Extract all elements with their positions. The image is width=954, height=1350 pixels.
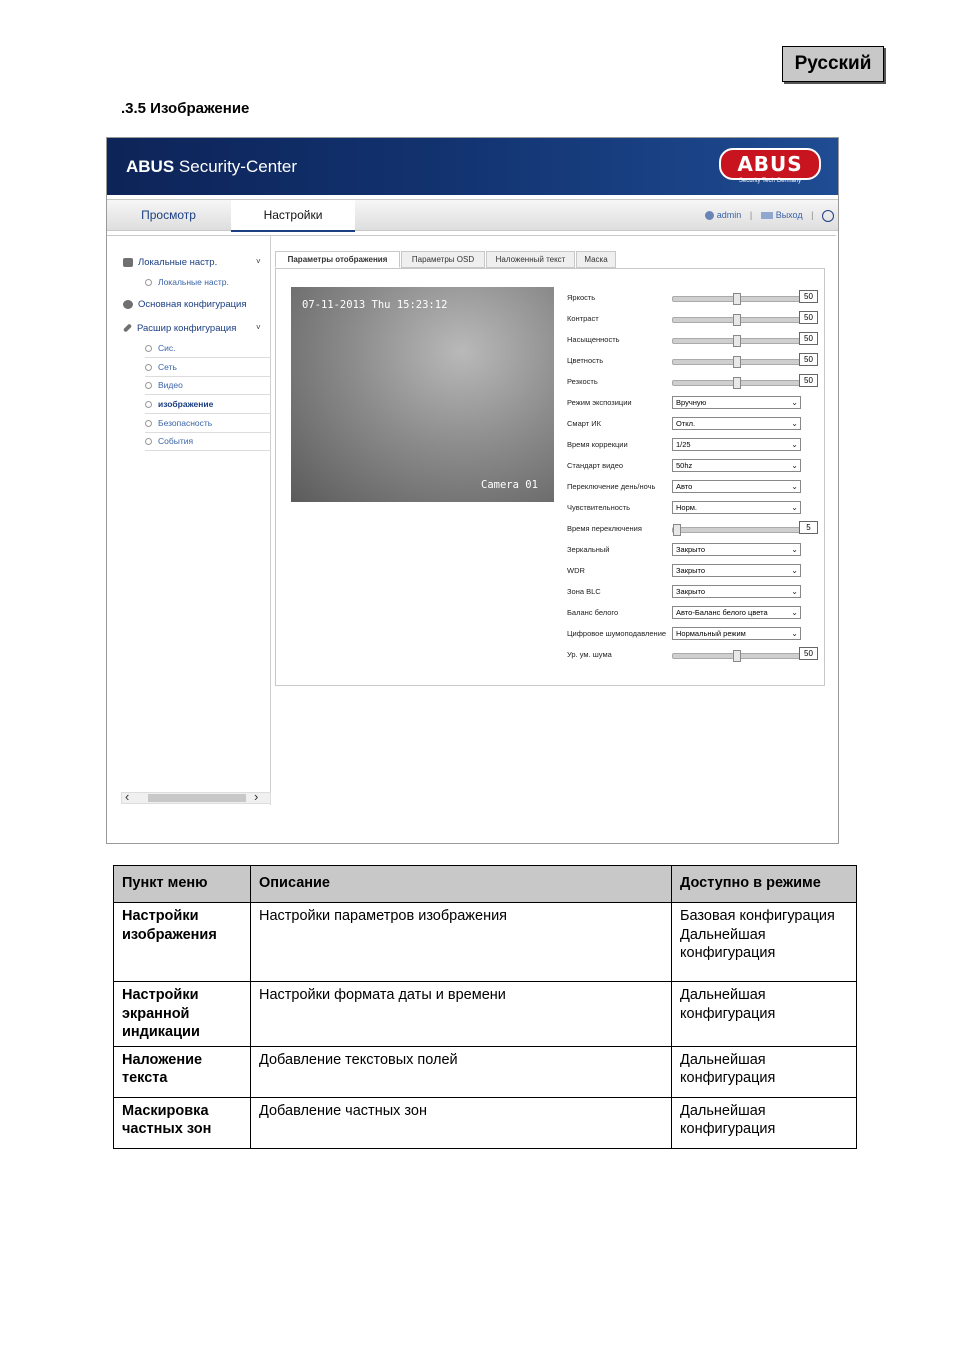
chevron-down-icon: ⌄	[791, 629, 798, 638]
setting-row	[567, 645, 822, 665]
setting-row	[567, 393, 822, 413]
setting-slider[interactable]	[672, 317, 800, 323]
setting-select[interactable]	[672, 396, 801, 409]
setting-select[interactable]	[672, 585, 801, 598]
setting-label: Резкость	[567, 377, 598, 386]
section-title: .3.5 Изображение	[121, 100, 250, 117]
tab-osd-params[interactable]: Параметры OSD	[401, 251, 485, 268]
table-row	[114, 982, 857, 1047]
scrollbar-thumb[interactable]	[148, 794, 246, 802]
setting-row	[567, 456, 822, 476]
slider-handle[interactable]	[733, 314, 741, 326]
slider-handle[interactable]	[733, 293, 741, 305]
setting-row	[567, 603, 822, 623]
wrench-icon	[123, 324, 132, 333]
chevron-down-icon: ⌄	[791, 545, 798, 554]
main-navbar	[107, 199, 838, 231]
menu-table	[113, 865, 857, 1149]
bullet-icon	[145, 364, 152, 371]
select-value: 50hz	[676, 461, 693, 470]
bullet-icon	[145, 401, 152, 408]
tab-display-params[interactable]: Параметры отображения	[275, 251, 400, 268]
abus-logo: ABUS	[719, 148, 821, 180]
table-cell-description: Добавление текстовых полей	[251, 1046, 672, 1097]
bullet-icon	[145, 279, 152, 286]
setting-select[interactable]	[672, 459, 801, 472]
select-value: Нормальный режим	[676, 629, 746, 638]
setting-label: Ур. ум. шума	[567, 650, 612, 659]
sidebar-item-video[interactable]: Видео	[145, 377, 270, 395]
setting-label: Зона BLC	[567, 587, 601, 596]
screenshot-frame	[106, 137, 839, 844]
setting-label: Баланс белого	[567, 608, 619, 617]
table-cell-mode: Базовая конфигурация Дальнейшая конфигурация	[672, 903, 857, 982]
slider-handle[interactable]	[733, 650, 741, 662]
table-header-item: Пункт меню	[114, 866, 251, 903]
setting-value-input[interactable]: 50	[799, 332, 818, 345]
table-cell-mode: Дальнейшая конфигурация	[672, 1046, 857, 1097]
scroll-right-icon[interactable]: ›	[254, 789, 259, 804]
select-value: Закрыто	[676, 587, 706, 596]
setting-select[interactable]	[672, 501, 801, 514]
sidebar-item-local[interactable]: Локальные настр.	[145, 274, 270, 291]
slider-handle[interactable]	[733, 377, 741, 389]
monitor-icon	[123, 258, 133, 267]
sidebar-basic-config[interactable]: Основная конфигурация	[123, 299, 247, 310]
setting-select[interactable]	[672, 627, 801, 640]
chevron-down-icon: ⌄	[791, 419, 798, 428]
table-row	[114, 903, 857, 982]
setting-row	[567, 372, 822, 392]
setting-value-input[interactable]: 50	[799, 647, 818, 660]
setting-row	[567, 414, 822, 434]
setting-label: Яркость	[567, 293, 596, 302]
sidebar-item-security[interactable]: Безопасность	[145, 415, 270, 433]
setting-row	[567, 330, 822, 350]
language-label: Русский	[782, 46, 884, 82]
chevron-down-icon: ⌄	[791, 482, 798, 491]
select-value: Закрыто	[676, 545, 706, 554]
tab-settings[interactable]: Настройки	[231, 200, 355, 232]
select-value: Авто	[676, 482, 693, 491]
chevron-down-icon: ⌄	[791, 461, 798, 470]
globe-icon[interactable]	[822, 210, 834, 222]
gear-icon	[123, 300, 133, 309]
setting-row	[567, 351, 822, 371]
setting-label: Время коррекции	[567, 440, 628, 449]
app-title: ABUS Security-Center	[126, 157, 297, 176]
slider-handle[interactable]	[673, 524, 681, 536]
select-value: Вручную	[676, 398, 707, 407]
setting-row	[567, 435, 822, 455]
setting-label: Чувствительность	[567, 503, 630, 512]
table-cell-mode: Дальнейшая конфигурация	[672, 1097, 857, 1148]
user-icon	[705, 211, 714, 220]
bullet-icon	[145, 345, 152, 352]
setting-row	[567, 540, 822, 560]
setting-value-input[interactable]: 50	[799, 374, 818, 387]
setting-slider[interactable]	[672, 296, 800, 302]
setting-slider[interactable]	[672, 338, 800, 344]
bullet-icon	[145, 382, 152, 389]
settings-panel	[275, 268, 825, 686]
osd-camera-name: Camera 01	[481, 479, 538, 491]
chevron-down-icon: ⌄	[791, 566, 798, 575]
setting-select[interactable]	[672, 606, 801, 619]
sidebar-item-network[interactable]: Сеть	[145, 359, 270, 377]
select-value: Норм.	[676, 503, 697, 512]
table-cell-description: Настройки параметров изображения	[251, 903, 672, 982]
setting-row	[567, 582, 822, 602]
chevron-down-icon: ⌄	[791, 608, 798, 617]
setting-label: Переключение день/ночь	[567, 482, 656, 491]
setting-label: Смарт ИК	[567, 419, 602, 428]
table-cell-item: Наложение текста	[114, 1046, 251, 1097]
table-cell-description: Настройки формата даты и времени	[251, 982, 672, 1047]
setting-select[interactable]	[672, 564, 801, 577]
setting-label: Зеркальный	[567, 545, 610, 554]
setting-label: Время переключения	[567, 524, 642, 533]
content-area	[107, 235, 836, 842]
select-value: Откл.	[676, 419, 696, 428]
setting-label: WDR	[567, 566, 585, 575]
chevron-down-icon: ⌄	[791, 398, 798, 407]
select-value: Закрыто	[676, 566, 706, 575]
sidebar-item-events[interactable]: События	[145, 433, 270, 451]
table-cell-mode: Дальнейшая конфигурация	[672, 982, 857, 1047]
setting-slider[interactable]	[672, 527, 800, 533]
table-row	[114, 1046, 857, 1097]
setting-slider[interactable]	[672, 653, 800, 659]
setting-select[interactable]	[672, 438, 801, 451]
table-row	[114, 1097, 857, 1148]
setting-slider[interactable]	[672, 359, 800, 365]
app-banner	[107, 138, 838, 195]
chevron-down-icon: ⌄	[791, 587, 798, 596]
sidebar-local-settings[interactable]: Локальные настр. ˅	[123, 257, 217, 268]
sidebar	[107, 236, 271, 805]
setting-row	[567, 624, 822, 644]
setting-value-input[interactable]: 5	[799, 521, 818, 534]
bullet-icon	[145, 438, 152, 445]
setting-row	[567, 288, 822, 308]
chevron-down-icon: ⌄	[791, 440, 798, 449]
slider-handle[interactable]	[733, 335, 741, 347]
setting-row	[567, 561, 822, 581]
setting-select[interactable]	[672, 417, 801, 430]
scroll-left-icon[interactable]: ‹	[125, 789, 130, 804]
tab-mask[interactable]: Маска	[576, 251, 616, 268]
setting-label: Цифровое шумоподавление	[567, 629, 667, 638]
select-value: 1/25	[676, 440, 691, 449]
video-preview	[291, 287, 554, 502]
table-header-mode: Доступно в режиме	[672, 866, 857, 903]
chevron-down-icon: ˅	[256, 323, 261, 332]
tab-view[interactable]: Просмотр	[141, 208, 196, 222]
setting-label: Режим экспозиции	[567, 398, 632, 407]
table-cell-item: Настройки экранной индикации	[114, 982, 251, 1047]
abus-logo-subtitle: Security Tech Germany	[738, 178, 802, 184]
slider-handle[interactable]	[733, 356, 741, 368]
setting-label: Стандарт видео	[567, 461, 624, 470]
osd-date: 07-11-2013 Thu 15:23:12	[302, 299, 448, 311]
setting-select[interactable]	[672, 543, 801, 556]
setting-label: Насыщенность	[567, 335, 620, 344]
setting-label: Цветность	[567, 356, 604, 365]
setting-row	[567, 519, 822, 539]
sidebar-item-image[interactable]: изображение	[145, 396, 270, 414]
user-bar: admin | Выход |	[705, 200, 834, 230]
setting-slider[interactable]	[672, 380, 800, 386]
setting-value-input[interactable]: 50	[799, 311, 818, 324]
setting-value-input[interactable]: 50	[799, 353, 818, 366]
table-cell-item: Маскировка частных зон	[114, 1097, 251, 1148]
tab-text-overlay[interactable]: Наложенный текст	[486, 251, 575, 268]
setting-label: Контраст	[567, 314, 599, 323]
logout-icon	[761, 212, 773, 219]
table-cell-description: Добавление частных зон	[251, 1097, 672, 1148]
user-name[interactable]: admin	[716, 210, 742, 220]
logout-link[interactable]: Выход	[775, 210, 803, 220]
table-header-description: Описание	[251, 866, 672, 903]
sidebar-advanced-config[interactable]: Расшир конфигурация ˅	[123, 323, 236, 334]
chevron-down-icon: ⌄	[791, 503, 798, 512]
sidebar-scrollbar[interactable]	[121, 789, 271, 804]
table-cell-item: Настройки изображения	[114, 903, 251, 982]
sidebar-item-system[interactable]: Сис.	[145, 340, 270, 358]
setting-row	[567, 477, 822, 497]
bullet-icon	[145, 420, 152, 427]
setting-select[interactable]	[672, 480, 801, 493]
chevron-down-icon: ˅	[256, 257, 261, 266]
select-value: Авто-Баланс белого цвета	[676, 608, 768, 617]
setting-value-input[interactable]: 50	[799, 290, 818, 303]
setting-row	[567, 498, 822, 518]
setting-row	[567, 309, 822, 329]
